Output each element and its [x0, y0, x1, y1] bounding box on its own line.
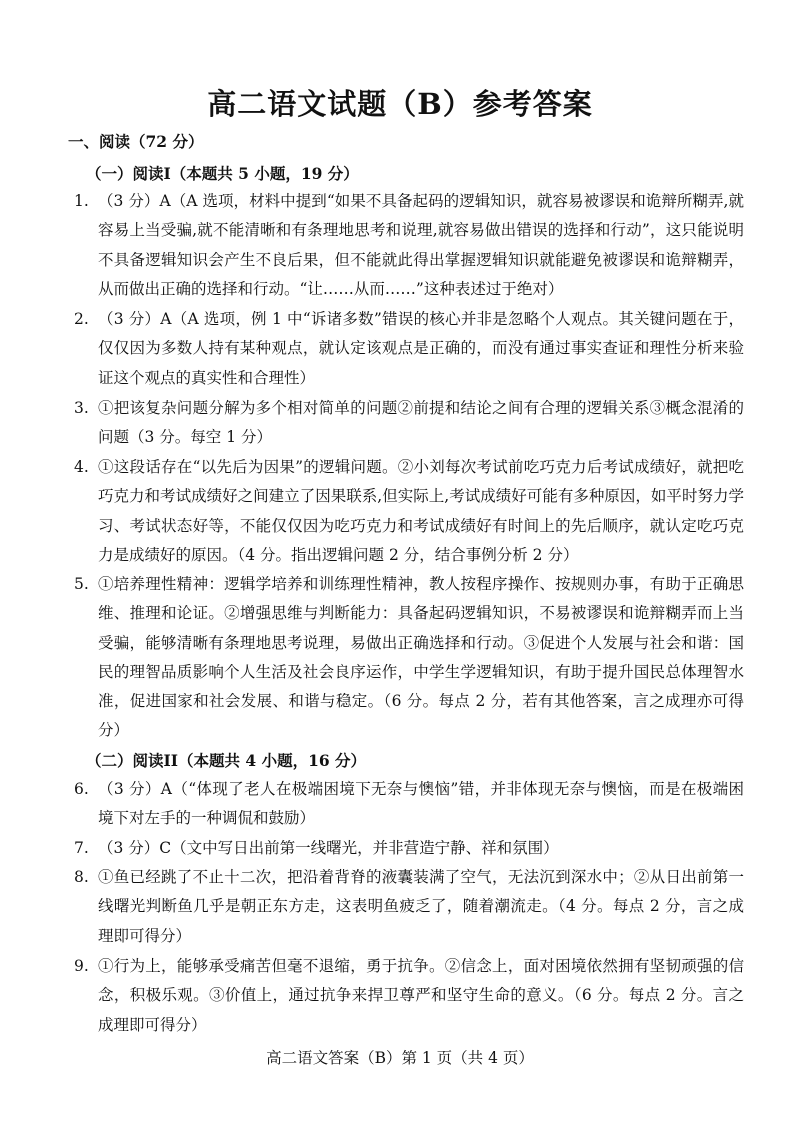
item-number: 6. — [74, 780, 89, 798]
section-heading: 一、阅读（72 分） — [68, 132, 204, 151]
answer-item — [74, 863, 744, 951]
item-number: 9. — [74, 957, 89, 975]
item-text: ①把该复杂问题分解为多个相对简单的问题②前提和结论之间有合理的逻辑关系③概念混淆的问题（3 分。每空 1 分） — [98, 399, 744, 447]
part-heading-reading-2: （二）阅读II（本题共 4 小题，16 分） — [86, 751, 367, 770]
item-text: ①行为上，能够承受痛苦但毫不退缩，勇于抗争。②信念上，面对困境依然拥有坚韧顽强的信念，积极乐观。③价值上，通过抗争来捍卫尊严和坚守生命的意义。（6 分。每点 2 分。言之成理即可得分） — [98, 957, 744, 1034]
item-text: ①鱼已经跳了不止十二次，把沿着背脊的液囊装满了空气，无法沉到深水中；②从日出前第一线曙光判断鱼几乎是朝正东方走，这表明鱼疲乏了，随着潮流走。（4 分。每点 2 分，言之成理即可得分） — [98, 868, 744, 945]
answer-item — [74, 570, 744, 746]
page-footer: 高二语文答案（B）第 1 页（共 4 页） — [266, 1049, 534, 1067]
item-number: 8. — [74, 868, 89, 886]
answer-item — [74, 453, 744, 570]
part-heading-reading-1: （一）阅读I（本题共 5 小题，19 分） — [86, 164, 359, 183]
item-number: 1. — [74, 192, 89, 210]
item-number: 3. — [74, 399, 89, 417]
item-number: 5. — [74, 575, 89, 593]
answer-item — [74, 187, 744, 304]
item-number: 2. — [74, 310, 89, 328]
item-number: 7. — [74, 839, 89, 857]
item-text: （3 分）A（A 选项，例 1 中“诉诸多数”错误的核心并非是忽略个人观点。其关键问题在于，仅仅因为多数人持有某种观点，就认定该观点是正确的，而没有通过事实查证和理性分析来验证这个观点的真实性和合理性） — [98, 310, 744, 387]
page-title: 高二语文试题（B）参考答案 — [207, 87, 593, 121]
item-text: （3 分）A（“体现了老人在极端困境下无奈与懊恼”错，并非体现无奈与懊恼，而是在极端困境下对左手的一种调侃和鼓励） — [98, 780, 744, 828]
answer-item — [74, 775, 744, 834]
item-text: （3 分）C（文中写日出前第一线曙光，并非营造宁静、祥和氛围） — [98, 839, 559, 857]
answer-item — [74, 952, 744, 1040]
item-text: ①这段话存在“以先后为因果”的逻辑问题。②小刘每次考试前吃巧克力后考试成绩好，就把吃巧克力和考试成绩好之间建立了因果联系,但实际上,考试成绩好可能有多种原因，如平时努力学习、考试状态好等，不能仅仅因为吃巧克力和考试成绩好有时间上的先后顺序，就认定吃巧克力是成绩好的原因。（4 分。指出逻辑问题 2 分，结合事例分析 2 分） — [98, 458, 744, 564]
answer-item — [74, 834, 744, 863]
item-text: ①培养理性精神：逻辑学培养和训练理性精神，教人按程序操作、按规则办事，有助于正确思维、推理和论证。②增强思维与判断能力：具备起码逻辑知识，不易被谬误和诡辩糊弄而上当受骗，能够清晰有条理地思考说理，易做出正确选择和行动。③促进个人发展与社会和谐：国民的理智品质影响个人生活及社会良序运作，中学生学逻辑知识，有助于提升国民总体理智水准，促进国家和社会发展、和谐与稳定。（6 分。每点 2 分，若有其他答案，言之成理亦可得分） — [98, 575, 744, 740]
answer-item — [74, 394, 744, 453]
item-number: 4. — [74, 458, 89, 476]
answer-item — [74, 305, 744, 393]
item-text: （3 分）A（A 选项，材料中提到“如果不具备起码的逻辑知识，就容易被谬误和诡辩所糊弄,就容易上当受骗,就不能清晰和有条理地思考和说理,就容易做出错误的选择和行动”，这只能说明不具备逻辑知识会产生不良后果，但不能就此得出掌握逻辑知识就能避免被谬误和诡辩糊弄，从而做出正确的选择和行动。“让……从而……”这种表述过于绝对） — [98, 192, 744, 298]
